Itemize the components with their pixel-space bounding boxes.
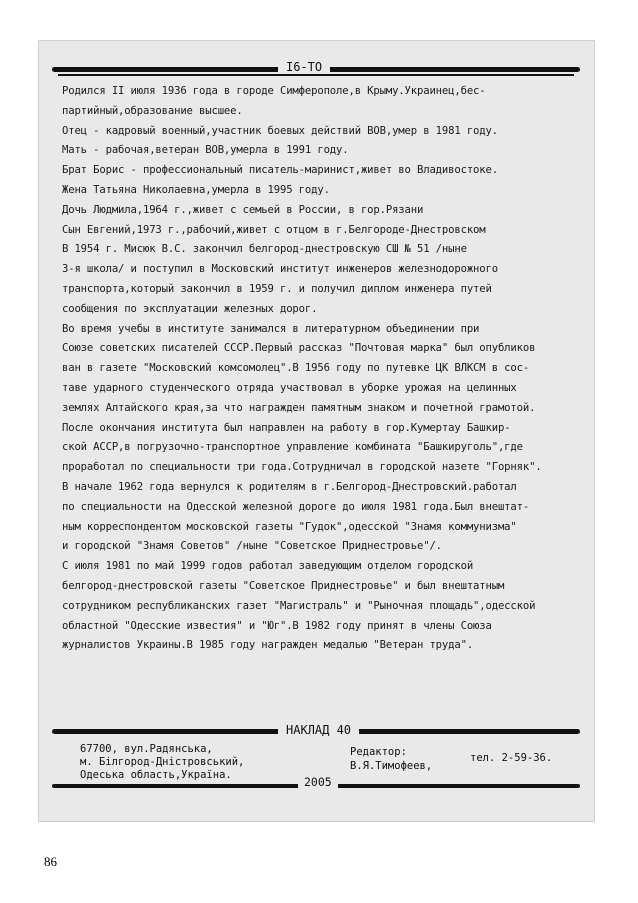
text-line: ской АССР,в погрузочно-транспортное управление комбината "Башкируголь",где [62,441,523,454]
telephone: тел. 2-59-36. [470,752,553,764]
text-line: сотрудником республиканских газет "Магистраль" и "Рыночная площадь",одесской [62,599,536,612]
editor-block [350,745,432,773]
text-line: После окончания института был направлен на работу в гор.Кумертау Башкир- [62,421,511,434]
text-line: В 1954 г. Мисюк В.С. закончил белгород-днестровскую СШ № 51 /ныне [62,243,467,256]
text-line: Мать - рабочая,ветеран ВОВ,умерла в 1991 году. [62,144,349,157]
editor-label: Редактор: [350,746,407,758]
text-line: Сын Евгений,1973 г.,рабочий,живет с отцом в г.Белгороде-Днестровском [62,223,486,236]
text-line: Жена Татьяна Николаевна,умерла в 1995 году. [62,183,330,196]
text-line: областной "Одесские известия" и "Юг".В 1982 году принят в члены Союза [62,619,492,632]
address-line: 67700, вул.Радянська, [80,743,213,755]
text-line: Родился II июля 1936 года в городе Симферополе,в Крыму.Украинец,бес- [62,85,486,97]
text-line: ным корреспондентом московской газеты "Гудок",одесской "Знамя коммунизма" [62,520,517,533]
text-line: по специальности на Одесской железной дороге до июля 1981 года.Был внештат- [62,500,530,513]
text-line: 3-я школа/ и поступил в Московский институт инженеров железнодорожного [62,263,498,276]
text-line: партийный,образование высшее. [62,104,243,117]
text-line: Брат Борис - профессиональный писатель-маринист,живет во Владивостоке. [62,164,498,177]
text-line: Во время учебы в институте занимался в литературном объединении при [62,322,480,335]
text-line: таве ударного студенческого отряда участвовал в уборке урожая на целинных [62,381,517,394]
publication-year: 2005 [298,775,338,789]
text-line: Отец - кадровый военный,участник боевых действий ВОВ,умер в 1981 году. [62,124,498,137]
text-line: белгород-днестровской газеты "Советское Приднестровье" и был внештатным [62,579,505,592]
text-line: транспорта,который закончил в 1959 г. и получил диплом инженера путей [62,282,492,295]
text-line: Союзе советских писателей СССР.Первый рассказ "Почтовая марка" был опубликов [62,342,536,355]
document-body [62,82,572,656]
text-line: Дочь Людмила,1964 г.,живет с семьей в России, в гор.Рязани [62,203,424,216]
text-line: С июля 1981 по май 1999 годов работал заведующим отделом городской [62,560,474,573]
text-line: сообщения по эксплуатации железных дорог. [62,302,318,315]
text-line: и городской "Знамя Советов" /ныне "Советское Приднестровье"/. [62,540,442,553]
print-run: НАКЛАД 40 [278,723,359,737]
page-number: 86 [44,854,57,869]
address-line: Одеська область,Україна. [80,769,232,781]
text-line: проработал по специальности три года.Сотрудничал в городской назете "Горняк". [62,461,542,474]
address-line: м. Білгород-Дністровський, [80,756,245,768]
text-line: ван в газете "Московский комсомолец".В 1956 году по путевке ЦК ВЛКСМ в сос- [62,362,530,375]
page-code: I6-TO [278,60,330,74]
text-line: землях Алтайского края,за что награжден памятным знаком и почетной грамотой. [62,401,536,414]
publisher-address [80,743,244,782]
text-line: В начале 1962 года вернулся к родителям в г.Белгород-Днестровский.работал [62,480,517,493]
text-line: журналистов Украины.В 1985 году награжден медалью "Ветеран труда". [62,639,474,652]
editor-name: В.Я.Тимофеев, [350,760,433,772]
